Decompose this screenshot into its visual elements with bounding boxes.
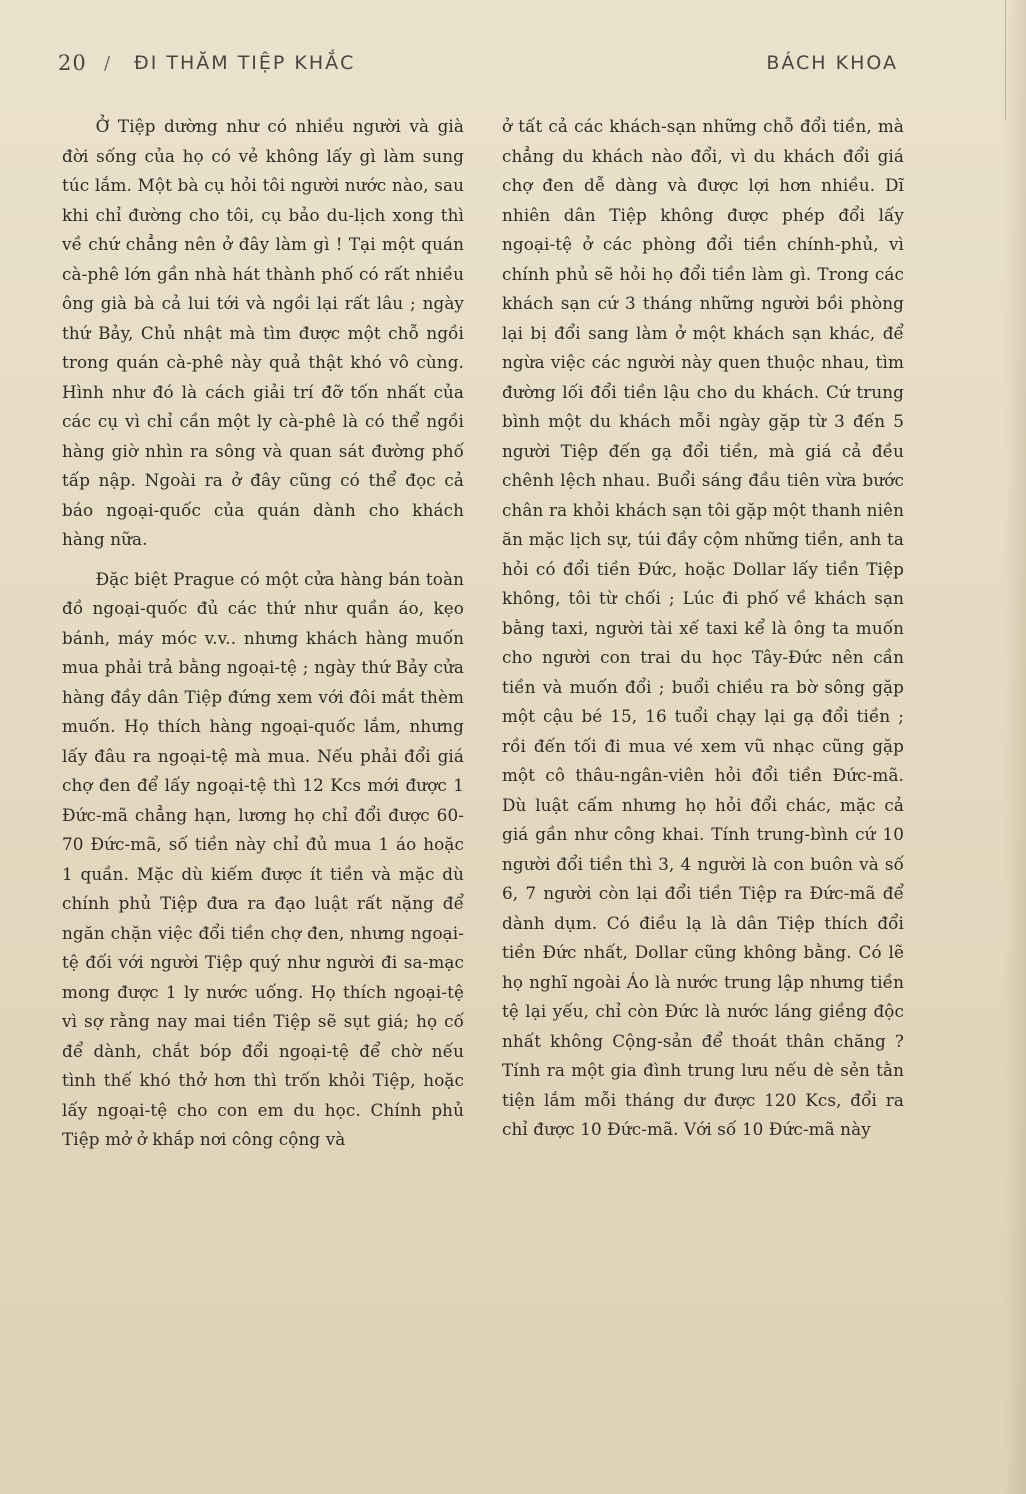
page-header (58, 46, 898, 80)
paragraph: ở tất cả các khách-sạn những chỗ đổi tiền, mà chẳng du khách nào đổi, vì du khách đổi giá chợ đen dễ dàng và được lợi hơn nhiều. Dĩ nhiên dân Tiệp không được phép đổi lấy ngoại-tệ ở các phòng đổi tiền chính-phủ, vì chính phủ sẽ hỏi họ đổi tiền làm gì. Trong các khách sạn cứ 3 tháng những người bồi phòng lại bị đổi sang làm ở một khách sạn khác, để ngừa việc các người này quen thuộc nhau, tìm đường lối đổi tiền lậu cho du khách. Cứ trung bình một du khách mỗi ngày gặp từ 3 đến 5 người Tiệp đến gạ đổi tiền, mà giá cả đều chênh lệch nhau. Buổi sáng đầu tiên vừa bước chân ra khỏi khách sạn tôi gặp một thanh niên ăn mặc lịch sự, túi đầy cộm những tiền, anh ta hỏi có đổi tiền Đức, hoặc Dollar lấy tiền Tiệp không, tôi từ chối ; Lúc đi phố về khách sạn bằng taxi, người tài xế taxi kể là ông ta muốn cho người con trai du học Tây-Đức nên cần tiền và muốn đổi ; buổi chiều ra bờ sông gặp một cậu bé 15, 16 tuổi chạy lại gạ đổi tiền ; rồi đến tối đi mua vé xem vũ nhạc cũng gặp một cô thâu-ngân-viên hỏi đổi tiền Đức-mã. Dù luật cấm nhưng họ hỏi đổi chác, mặc cả giá gần như công khai. Tính trung-bình cứ 10 người đổi tiền thì 3, 4 người là con buôn và số 6, 7 người còn lại đổi tiền Tiệp ra Đức-mã để dành dụm. Có điều lạ là dân Tiệp thích đổi tiền Đức nhất, Dollar cũng không bằng. Có lẽ họ nghĩ ngoài Áo là nước trung lập nhưng tiền tệ lại yếu, chỉ còn Đức là nước láng giềng độc nhất không Cộng-sản để thoát thân chăng ? Tính ra một gia đình trung lưu nếu dè sẻn tằn tiện lắm mỗi tháng dư được 120 Kcs, đổi ra chỉ được 10 Đức-mã. Với số 10 Đức-mã này (502, 116, 904, 1139)
paper-crease (1005, 0, 1006, 120)
right-column (502, 112, 904, 1165)
paragraph: Ở Tiệp dường như có nhiều người và già đời sống của họ có vẻ không lấy gì làm sung túc lắm. Một bà cụ hỏi tôi người nước nào, sau khi chỉ đường cho tôi, cụ bảo du-lịch xong thì về chứ chẳng nên ở đây làm gì ! Tại một quán cà-phê lớn gần nhà hát thành phố có rất nhiều ông già bà cả lui tới và ngồi lại rất lâu ; ngày thứ Bảy, Chủ nhật mà tìm được một chỗ ngồi trong quán cà-phê này quả thật khó vô cùng. Hình như đó là cách giải trí đỡ tốn nhất của các cụ vì chỉ cần một ly cà-phê là có thể ngồi hàng giờ nhìn ra sông và quan sát đường phố tấp nập. Ngoài ra ở đây cũng có thể đọc cả báo ngoại-quốc của quán dành cho khách hàng nữa. (62, 116, 464, 549)
running-title: ĐI THĂM TIỆP KHẮC (134, 52, 356, 74)
magazine-title: BÁCH KHOA (766, 52, 898, 74)
left-column (62, 112, 464, 1165)
article-body (62, 112, 904, 1165)
page-number: 20 (58, 51, 87, 75)
header-separator: / (104, 52, 111, 74)
paragraph: Đặc biệt Prague có một cửa hàng bán toàn đồ ngoại-quốc đủ các thứ như quần áo, kẹo bánh, máy móc v.v.. nhưng khách hàng muốn mua phải trả bằng ngoại-tệ ; ngày thứ Bảy cửa hàng đầy dân Tiệp đứng xem với đôi mắt thèm muốn. Họ thích hàng ngoại-quốc lắm, nhưng lấy đâu ra ngoại-tệ mà mua. Nếu phải đổi giá chợ đen để lấy ngoại-tệ thì 12 Kcs mới được 1 Đức-mã chẳng hạn, lương họ chỉ đổi được 60-70 Đức-mã, số tiền này chỉ đủ mua 1 áo hoặc 1 quần. Mặc dù kiếm được ít tiền và mặc dù chính phủ Tiệp đưa ra đạo luật rất nặng để ngăn chặn việc đổi tiền chợ đen, nhưng ngoại-tệ đối với người Tiệp quý như người đi sa-mạc mong được 1 ly nước uống. Họ thích ngoại-tệ vì sợ rằng nay mai tiền Tiệp sẽ sụt giá; họ cố để dành, chắt bóp đổi ngoại-tệ để chờ nếu tình thế khó thở hơn thì trốn khỏi Tiệp, hoặc lấy ngoại-tệ cho con em du học. Chính phủ Tiệp mở ở khắp nơi công cộng và (62, 568, 464, 1149)
page-edge-shadow (1004, 0, 1026, 1494)
